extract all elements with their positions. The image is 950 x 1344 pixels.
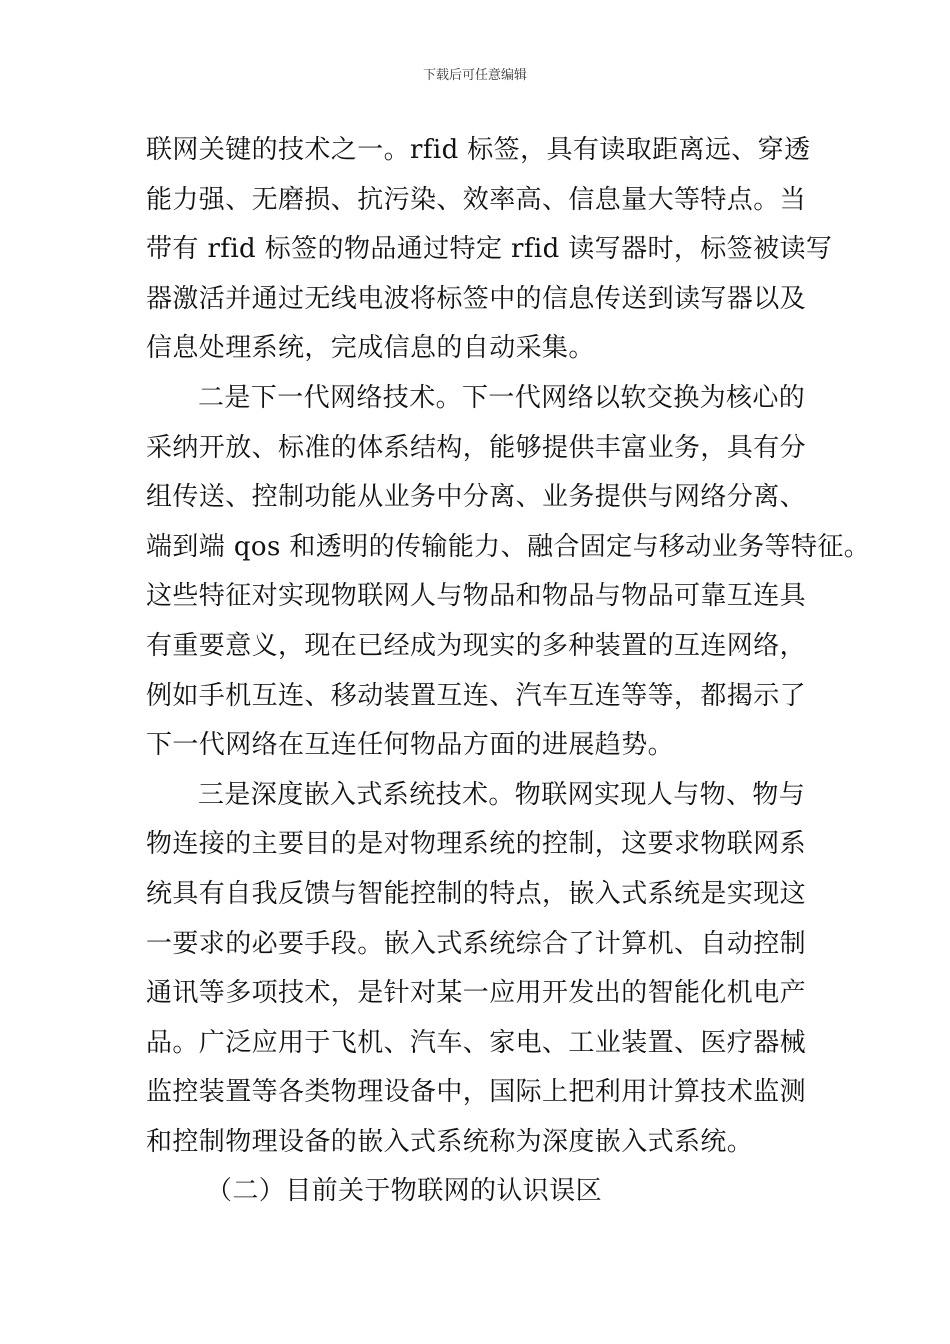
text-line: 器激活并通过无线电波将标签中的信息传送到读写器以及 <box>146 283 807 314</box>
text-line: 和控制物理设备的嵌入式系统称为深度嵌入式系统。 <box>146 1126 754 1157</box>
text-line: 通讯等多项技术，是针对某一应用开发出的智能化机电产 <box>146 978 807 1009</box>
text-line: 监控装置等各类物理设备中，国际上把利用计算技术监测 <box>146 1077 807 1108</box>
text-line: 信息处理系统，完成信息的自动采集。 <box>146 333 595 364</box>
paragraph-first-line: 二是下一代网络技术。下一代网络以软交换为核心的 <box>198 382 806 413</box>
text-line: 联网关键的技术之一。rfid 标签，具有读取距离远、穿透 <box>146 135 811 165</box>
text-line: 带有 rfid 标签的物品通过特定 rfid 读写器时，标签被读写 <box>146 234 833 265</box>
text-line: 品。广泛应用于飞机、汽车、家电、工业装置、医疗器械 <box>146 1027 807 1058</box>
text-line: 例如手机互连、移动装置互连、汽车互连等等，都揭示了 <box>146 680 807 711</box>
text-line: 这些特征对实现物联网人与物品和物品与物品可靠互连具 <box>146 581 807 612</box>
text-line: 物连接的主要目的是对物理系统的控制，这要求物联网系 <box>146 829 807 860</box>
text-line: 统具有自我反馈与智能控制的特点，嵌入式系统是实现这 <box>146 878 807 909</box>
paragraph-first-line: 三是深度嵌入式系统技术。物联网实现人与物、物与 <box>198 779 806 810</box>
section-heading: （二）目前关于物联网的认识误区 <box>206 1176 603 1207</box>
text-line: 有重要意义，现在已经成为现实的多种装置的互连网络， <box>146 630 807 661</box>
text-line: 下一代网络在互连任何物品方面的进展趋势。 <box>146 730 675 761</box>
document-body <box>146 126 871 1217</box>
text-line: 采纳开放、标准的体系结构，能够提供丰富业务，具有分 <box>146 432 807 463</box>
page-header-note: 下载后可任意编辑 <box>422 68 527 83</box>
text-line: 组传送、控制功能从业务中分离、业务提供与网络分离、 <box>146 482 807 513</box>
text-line: 端到端 qos 和透明的传输能力、融合固定与移动业务等特征。 <box>146 531 871 562</box>
text-line: 能力强、无磨损、抗污染、效率高、信息量大等特点。当 <box>146 184 807 215</box>
text-line: 一要求的必要手段。嵌入式系统综合了计算机、自动控制 <box>146 928 807 959</box>
